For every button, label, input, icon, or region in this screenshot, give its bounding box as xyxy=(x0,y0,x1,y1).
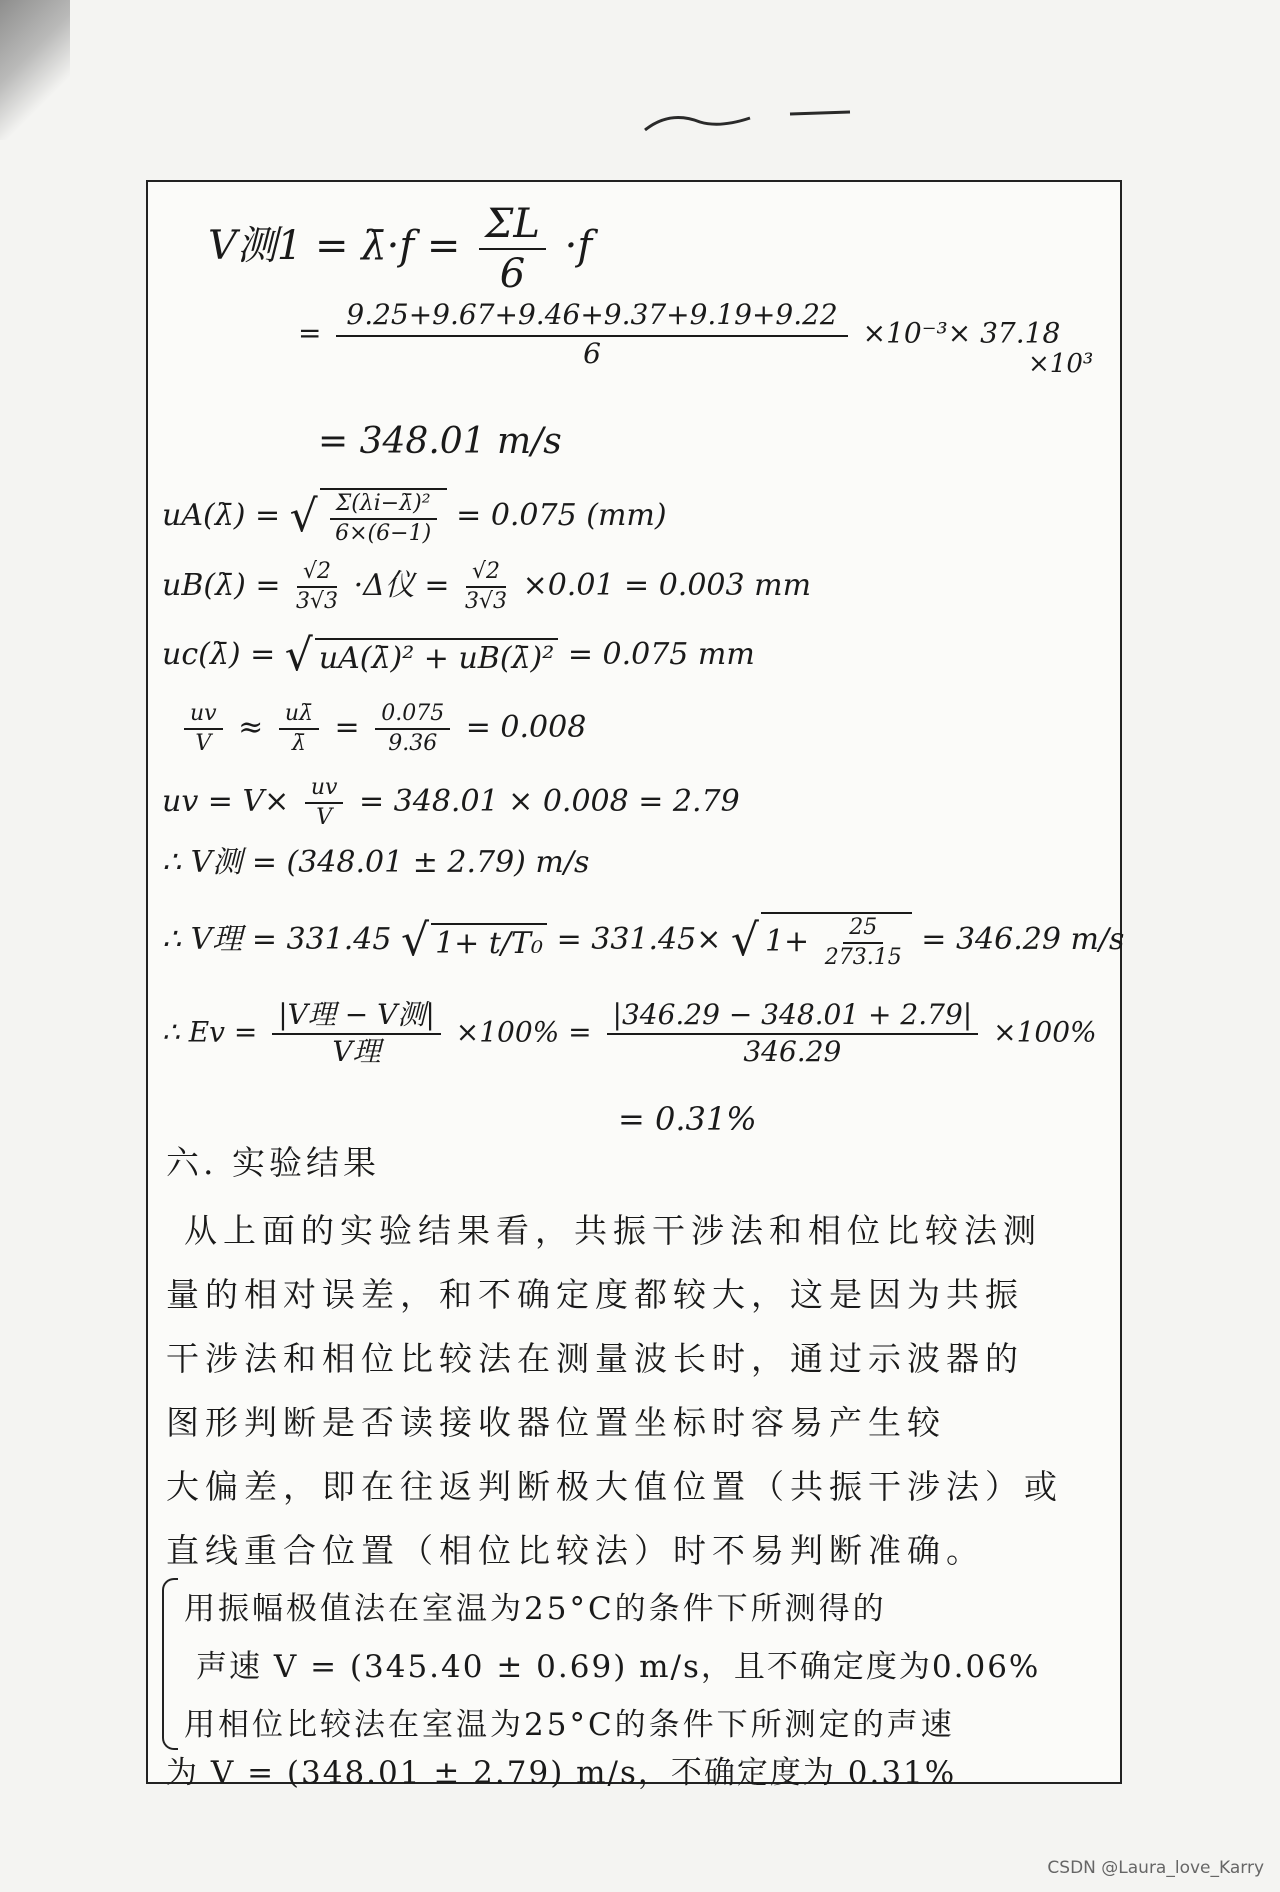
ev-rhs: ×100% xyxy=(993,1015,1097,1049)
v-measured-result xyxy=(162,846,589,879)
result-line-8: 声速 V = (345.40 ± 0.69) m/s，且不确定度为0.06% xyxy=(196,1649,1041,1685)
ub-lhs: uB(λ̄) = xyxy=(162,568,281,604)
result-line-2: 量的相对误差，和不确定度都较大，这是因为共振 xyxy=(166,1275,1024,1314)
ev-formula xyxy=(162,1000,1097,1068)
result-line-10: 为 V = (348.01 ± 2.79) m/s，不确定度为 0.31% xyxy=(166,1755,957,1791)
ratio-f3-den: 9.36 xyxy=(388,731,438,757)
ratio-eq: = xyxy=(334,710,360,746)
v-sub-tail: ×10⁻³× 37.18 xyxy=(862,316,1061,350)
ev-f2-den: 346.29 xyxy=(743,1034,842,1068)
v-sub-num: 9.25+9.67+9.46+9.37+9.19+9.22 xyxy=(336,300,847,337)
ub-mid: ·Δ仪 = xyxy=(353,568,450,604)
uv-rhs: = 348.01 × 0.008 = 2.79 xyxy=(358,784,740,820)
ratio-f1 xyxy=(184,702,223,756)
uv-num: uv xyxy=(305,776,344,804)
result-line-3: 干涉法和相位比较法在测量波长时，通过示波器的 xyxy=(166,1339,1024,1378)
v-def-lhs: V测1 = λ̄·f = xyxy=(208,223,461,269)
v-substitution xyxy=(298,300,1060,370)
uc-root: uA(λ̄)² + uB(λ̄)² xyxy=(315,638,558,675)
ev-result xyxy=(618,1102,757,1137)
v-sub-eq: = xyxy=(298,316,322,350)
ub-f2-num: √2 xyxy=(466,560,506,588)
ratio-f2-den: λ̄ xyxy=(291,731,306,757)
ev-f1-num: |V理 − V测| xyxy=(272,1000,441,1035)
v-result-text: = 348.01 m/s xyxy=(318,421,562,462)
uc-lhs: uc(λ̄) = xyxy=(162,637,276,673)
v-def-den: 6 xyxy=(499,251,526,297)
v-def-fraction xyxy=(479,202,546,296)
v-result xyxy=(318,422,562,462)
ua-lhs: uA(λ̄) = xyxy=(162,498,281,534)
result-line-1: 从上面的实验结果看，共振干涉法和相位比较法测 xyxy=(184,1211,1042,1250)
uc-rhs: = 0.075 mm xyxy=(567,637,755,673)
result-line-9: 用相位比较法在室温为25°C的条件下所测定的声速 xyxy=(184,1707,955,1743)
vt-root2-num: 25 xyxy=(843,916,883,944)
v-measured-def xyxy=(208,202,592,296)
section-heading: 六. 实验结果 xyxy=(166,1143,380,1182)
vt-rhs: = 346.29 m/s xyxy=(921,922,1125,958)
pen-scribble xyxy=(640,100,860,140)
ev-f2-num: |346.29 − 348.01 + 2.79| xyxy=(607,1000,979,1035)
ratio-approx: ≈ xyxy=(238,710,264,746)
ua-den: 6×(6−1) xyxy=(335,521,432,547)
ub-f2-den: 3√3 xyxy=(465,589,508,615)
result-line-4: 图形判断是否读接收器位置坐标时容易产生较 xyxy=(166,1403,946,1442)
v-def-num: ΣL xyxy=(479,202,546,250)
ub-fraction-1 xyxy=(296,560,338,614)
uv-den: V xyxy=(316,805,333,831)
v-def-tail: ·f xyxy=(564,223,593,269)
ratio-f1-den: V xyxy=(195,731,212,757)
vt-lhs: ∴ V理 = 331.45 xyxy=(162,922,392,958)
v-theory-formula xyxy=(162,912,1124,970)
ub-fraction-2 xyxy=(465,560,507,614)
uv-formula xyxy=(162,776,740,830)
ua-formula xyxy=(162,488,667,546)
ratio-f1-num: uv xyxy=(184,702,223,730)
uv-fraction xyxy=(305,776,344,830)
ratio-f2-num: uλ̄ xyxy=(279,702,319,730)
ub-rhs: ×0.01 = 0.003 mm xyxy=(522,568,812,604)
ua-sqrt: √ $\frac{\text{Σ(λi−λ̄)²}}{6\times(6-1)}$ xyxy=(290,488,447,546)
watermark: CSDN @Laura_love_Karry xyxy=(1047,1858,1264,1878)
ev-fraction-1 xyxy=(272,1000,441,1068)
ratio-rhs: = 0.008 xyxy=(465,710,587,746)
background-edge xyxy=(0,0,70,140)
vt-sqrt-2: √ 1+ $\frac{25}{273.15}$ xyxy=(731,912,912,970)
ev-f1-den: V理 xyxy=(332,1034,381,1068)
ev-fraction-2 xyxy=(607,1000,979,1068)
ratio-f3-num: 0.075 xyxy=(375,702,450,730)
ev-result-text: = 0.31% xyxy=(618,1100,757,1138)
uv-lhs: uv = V× xyxy=(162,784,290,820)
answer-sheet xyxy=(146,180,1125,1791)
ub-formula xyxy=(162,560,811,614)
v-measured-text: ∴ V测 = (348.01 ± 2.79) m/s xyxy=(162,845,590,880)
ev-lhs: ∴ Ev = xyxy=(162,1015,258,1049)
uc-formula xyxy=(162,632,755,680)
uc-sqrt: √ uA(λ̄)² + uB(λ̄)² xyxy=(285,632,559,680)
conclusion-bracket xyxy=(162,1578,178,1750)
vt-root1: 1+ t/T₀ xyxy=(431,923,547,960)
v-sub-tail2-text: ×10³ xyxy=(1028,349,1094,379)
vt-mid: = 331.45× xyxy=(556,922,722,958)
result-line-7: 用振幅极值法在室温为25°C的条件下所测得的 xyxy=(184,1591,887,1627)
vt-sqrt-1: √ 1+ t/T₀ xyxy=(401,917,547,965)
ub-f1-num: √2 xyxy=(297,560,337,588)
vt-root2-a: 1+ xyxy=(764,924,810,960)
result-line-5: 大偏差，即在往返判断极大值位置（共振干涉法）或 xyxy=(166,1467,1063,1506)
ratio-f3 xyxy=(375,702,450,756)
ratio-f2 xyxy=(279,702,319,756)
v-sub-tail2 xyxy=(1028,350,1093,379)
ua-num: Σ(λi−λ̄)² xyxy=(330,492,437,520)
ub-f1-den: 3√3 xyxy=(296,589,339,615)
vt-root2-den: 273.15 xyxy=(824,945,902,971)
v-sub-fraction xyxy=(336,300,847,370)
result-line-6: 直线重合位置（相位比较法）时不易判断准确。 xyxy=(166,1531,985,1570)
vt-root2-fraction xyxy=(825,916,902,970)
v-sub-den: 6 xyxy=(583,336,601,370)
ua-rhs: = 0.075 (mm) xyxy=(456,498,667,534)
ev-mid: ×100% = xyxy=(455,1015,592,1049)
ua-fraction xyxy=(330,492,437,546)
ratio-formula xyxy=(178,702,586,756)
